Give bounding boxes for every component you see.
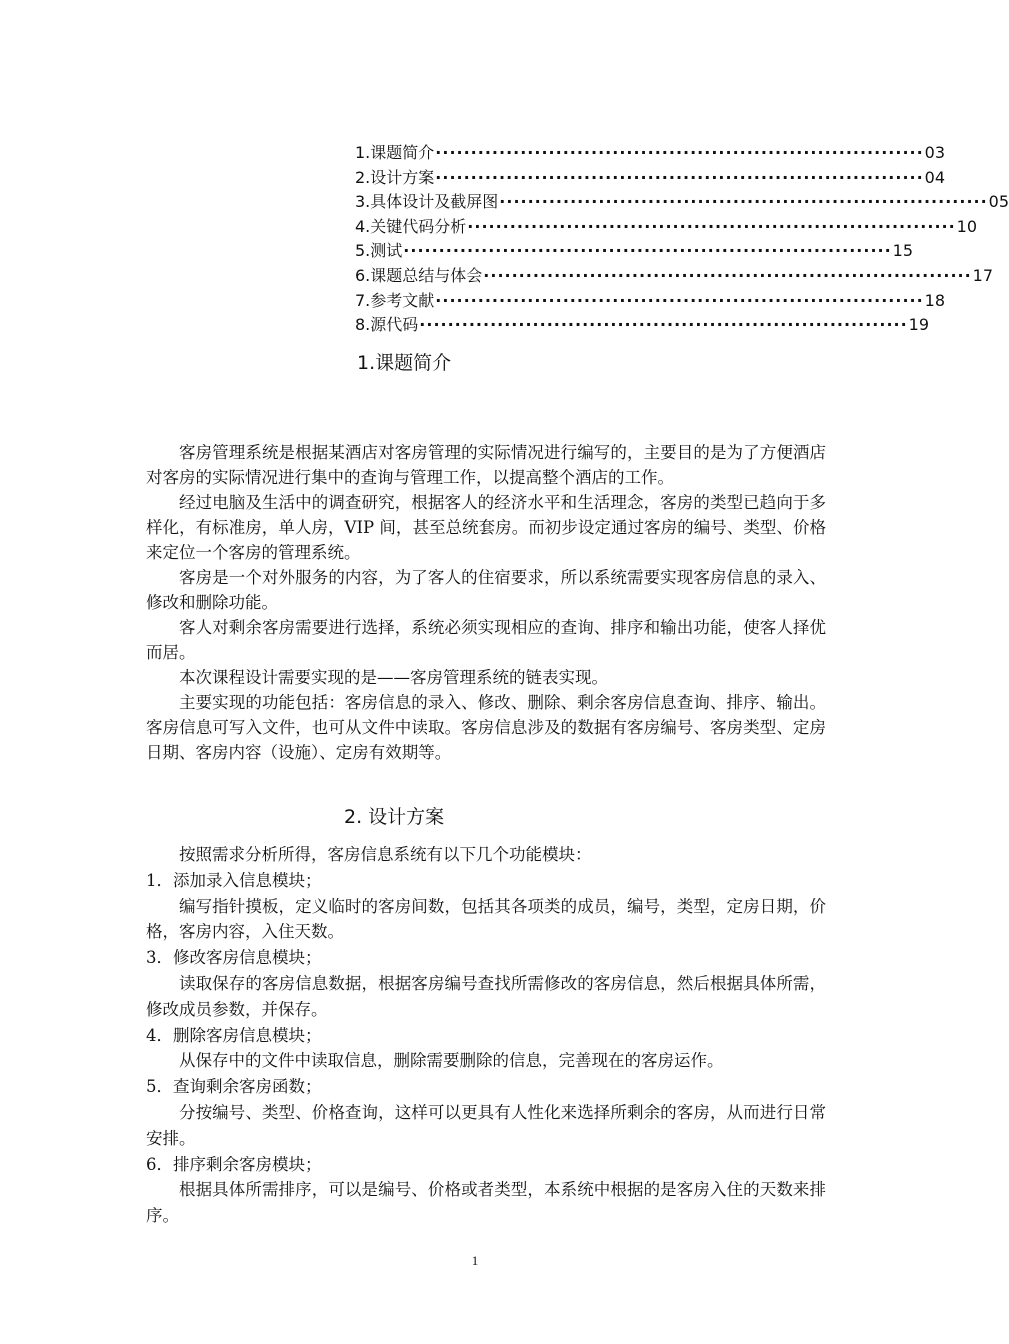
toc-entry-page: 10 <box>956 216 978 236</box>
section-1-heading: 1.课题简介 <box>357 352 452 374</box>
module-description: 从保存中的文件中读取信息，删除需要删除的信息，完善现在的客房运作。 <box>179 1051 724 1071</box>
module-description: 读取保存的客房信息数据，根据客房编号查找所需修改的客房信息，然后根据具体所需，修改成员参数，并保存。 <box>146 973 826 1019</box>
toc-entry-page: 05 <box>988 192 1009 212</box>
module-title: 1．添加录入信息模块； <box>146 870 322 890</box>
page-number: 1 <box>471 1253 479 1268</box>
toc-entry[interactable] <box>355 288 946 313</box>
toc-entry-title: 4.关键代码分析 <box>355 216 467 236</box>
toc-entry[interactable] <box>355 189 1009 214</box>
toc-entry-title: 6.课题总结与体会 <box>355 265 483 285</box>
paragraph: 经过电脑及生活中的调查研究，根据客人的经济水平和生活理念，客房的类型已趋向于多样化，有标准房，单人房，VIP 间，甚至总统套房。而初步设定通过客房的编号、类型、价格来定位一个客房的管理系统。 <box>146 493 826 562</box>
paragraph: 本次课程设计需要实现的是——客房管理系统的链表实现。 <box>179 668 608 687</box>
toc-entry-page: 03 <box>924 143 946 162</box>
toc-leader-dots: ····································································· <box>435 143 924 162</box>
toc-entry-title: 1.课题简介 <box>355 143 435 162</box>
module-title: 3．修改客房信息模块； <box>146 948 322 968</box>
toc-leader-dots: ····································································· <box>403 241 892 261</box>
toc-entry-page: 17 <box>972 265 994 285</box>
toc-entry[interactable] <box>355 214 978 239</box>
toc-entry-title: 5.测试 <box>355 241 403 261</box>
toc-entry-title: 7.参考文献 <box>355 290 435 310</box>
toc-entry-page: 15 <box>892 241 914 261</box>
section-1-body <box>146 440 826 765</box>
module-description: 编写指针摸板，定义临时的客房间数，包括其各项类的成员，编号，类型，定房日期，价格，客房内容，入住天数。 <box>146 896 826 942</box>
module-description: 根据具体所需排序，可以是编号、价格或者类型，本系统中根据的是客房入住的天数来排序。 <box>146 1180 826 1226</box>
module-title: 5．查询剩余客房函数； <box>146 1077 322 1097</box>
module-title: 4．删除客房信息模块； <box>146 1025 322 1045</box>
toc-entry-title: 8.源代码 <box>355 315 419 335</box>
toc-entry-title: 3.具体设计及截屏图 <box>355 192 499 212</box>
paragraph: 主要实现的功能包括：客房信息的录入、修改、删除、剩余客房信息查询、排序、输出。客房信息可写入文件，也可从文件中读取。客房信息涉及的数据有客房编号、客房类型、定房日期、客房内容（设施）、定房有效期等。 <box>146 693 826 762</box>
paragraph: 客房是一个对外服务的内容，为了客人的住宿要求，所以系统需要实现客房信息的录入、修改和删除功能。 <box>146 568 826 612</box>
toc-leader-dots: ····································································· <box>435 290 924 310</box>
table-of-contents <box>355 140 1009 337</box>
module-title: 6．排序剩余客房模块； <box>146 1154 322 1174</box>
paragraph: 客房管理系统是根据某酒店对客房管理的实际情况进行编写的，主要目的是为了方便酒店对客房的实际情况进行集中的查询与管理工作，以提高整个酒店的工作。 <box>146 443 826 487</box>
toc-entry-title: 2.设计方案 <box>355 167 435 187</box>
toc-leader-dots: ····································································· <box>483 265 972 285</box>
toc-entry-page: 18 <box>924 290 946 310</box>
toc-entry-page: 19 <box>908 315 930 335</box>
toc-leader-dots: ····································································· <box>467 216 956 236</box>
paragraph: 客人对剩余客房需要进行选择，系统必须实现相应的查询、排序和输出功能，使客人择优而居。 <box>146 618 826 662</box>
toc-leader-dots: ····································································· <box>419 315 908 335</box>
toc-entry[interactable] <box>355 263 994 288</box>
toc-entry[interactable] <box>355 140 946 165</box>
section-2-body <box>146 842 826 1229</box>
section-2-intro: 按照需求分析所得，客房信息系统有以下几个功能模块： <box>179 845 592 864</box>
toc-leader-dots: ····································································· <box>499 192 988 212</box>
module-description: 分按编号、类型、价格查询，这样可以更具有人性化来选择所剩余的客房，从而进行日常安排。 <box>146 1102 826 1148</box>
toc-entry-page: 04 <box>924 167 946 187</box>
toc-leader-dots: ····································································· <box>435 167 924 187</box>
toc-entry[interactable] <box>355 238 914 263</box>
toc-entry[interactable] <box>355 165 946 190</box>
section-2-heading: 2. 设计方案 <box>344 806 445 828</box>
toc-entry[interactable] <box>355 312 930 337</box>
